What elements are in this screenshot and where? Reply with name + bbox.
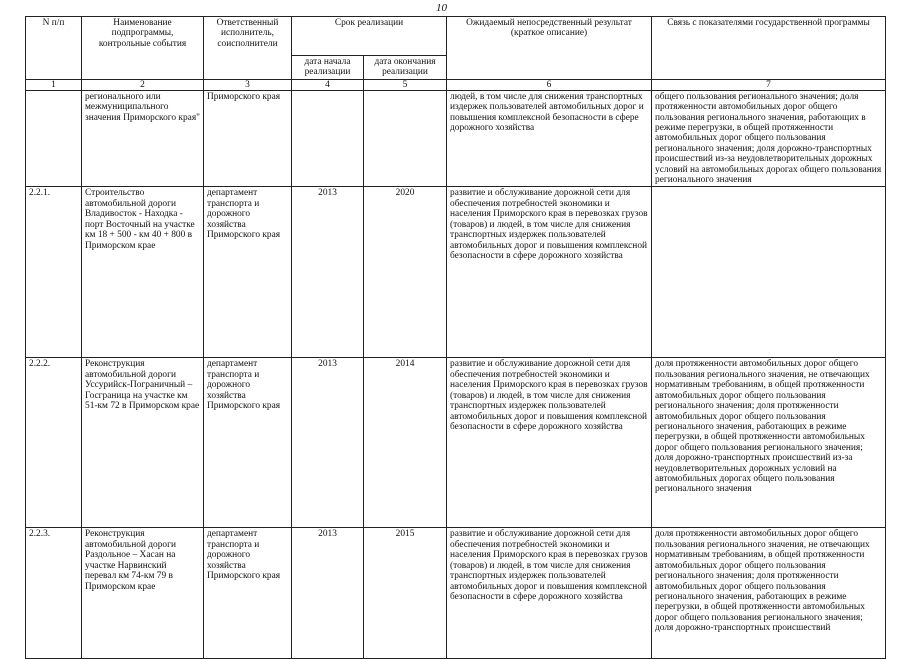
row-result: развитие и обслуживание дорожной сети для обеспечения потребностей экономики и населения Приморского края в перевозках грузов (товаров) и людей, в том числе для снижения транспортных издержек пользователей автомобильных дорог и повышения комплексной безопасности в сфере дорожного хозяйства (447, 187, 652, 358)
row-name: Реконструкция автомобильной дороги Раздольное – Хасан на участке Нарвинский перевал км 74-км 79 в Приморском крае (82, 528, 204, 659)
column-number: 2 (82, 79, 204, 90)
table-row (26, 528, 886, 659)
row-start: 2013 (292, 187, 364, 358)
row-link: доля протяженности автомобильных дорог общего пользования регионального значения, не отвечающих нормативным требованиям, в общей протяженности автомобильных дорог общего пользования регионального значения; доля протяженности автомобильных дорог общего пользования регионального значения, работающих в режиме перегрузки, в общей протяженности автомобильных дорог общего пользования регионального значения; доля дорожно-транспортных происшествий (652, 528, 886, 659)
row-link (652, 187, 886, 358)
row-link: общего пользования регионального значения; доля протяженности автомобильных дорог общего пользования регионального значения, работающих в режиме перегрузки, в общей протяженности автомобильных дорог общего пользования регионального значения; доля дорожно-транспортных происшествий из-за неудовлетворительных дорожных условий на автомобильных дорогах общего пользования регионального значения (652, 90, 886, 187)
row-start: 2013 (292, 358, 364, 528)
row-link: доля протяженности автомобильных дорог общего пользования регионального значения, не отвечающих нормативным требованиям, в общей протяженности автомобильных дорог общего пользования регионального значения; доля протяженности автомобильных дорог общего пользования регионального значения, работающих в режиме перегрузки, в общей протяженности автомобильных дорог общего пользования регионального значения; доля дорожно-транспортных происшествий из-за неудовлетворительных дорожных условий на автомобильных дорогах общего пользования регионального значения (652, 358, 886, 528)
row-responsible: департамент транспорта и дорожного хозяйства Приморского края (204, 187, 292, 358)
row-num: 2.2.1. (26, 187, 82, 358)
row-result: развитие и обслуживание дорожной сети для обеспечения потребностей экономики и населения Приморского края в перевозках грузов (товаров) и людей, в том числе для снижения транспортных издержек пользователей автомобильных дорог и повышения комплексной безопасности в сфере дорожного хозяйства (447, 358, 652, 528)
row-result: людей, в том числе для снижения транспортных издержек пользователей автомобильных дорог и повышения комплексной безопасности в сфере дорожного хозяйства (447, 90, 652, 187)
row-name: Строительство автомобильной дороги Владивосток - Находка - порт Восточный на участке км 18 + 500 - км 40 + 800 в Приморском крае (82, 187, 204, 358)
row-responsible: департамент транспорта и дорожного хозяйства Приморского края (204, 528, 292, 659)
column-number: 4 (292, 79, 364, 90)
header-start: дата начала реализации (292, 56, 364, 80)
row-name: Реконструкция автомобильной дороги Уссурийск-Пограничный – Госграница на участке км 51-км 72 в Приморском крае (82, 358, 204, 528)
row-responsible: Приморского края (204, 90, 292, 187)
row-name: регионального или межмуниципального значения Приморского края" (82, 90, 204, 187)
row-num: 2.2.2. (26, 358, 82, 528)
row-result: развитие и обслуживание дорожной сети для обеспечения потребностей экономики и населения Приморского края в перевозках грузов (товаров) и людей, в том числе для снижения транспортных издержек пользователей автомобильных дорог и повышения комплексной безопасности в сфере дорожного хозяйства (447, 528, 652, 659)
header-num: N п/п (26, 17, 82, 80)
column-number: 5 (364, 79, 447, 90)
row-end: 2020 (364, 187, 447, 358)
program-table (25, 16, 886, 659)
header-name: Наименование подпрограммы, контрольные события (82, 17, 204, 80)
row-end: 2014 (364, 358, 447, 528)
row-end: 2015 (364, 528, 447, 659)
row-responsible: департамент транспорта и дорожного хозяйства Приморского края (204, 358, 292, 528)
table-row (26, 187, 886, 358)
row-end (364, 90, 447, 187)
table-row (26, 358, 886, 528)
column-number-row (26, 79, 886, 90)
table-row (26, 90, 886, 187)
page-number: 10 (436, 2, 447, 14)
header-row (26, 17, 886, 56)
column-number: 1 (26, 79, 82, 90)
row-start: 2013 (292, 528, 364, 659)
column-number: 7 (652, 79, 886, 90)
column-number: 6 (447, 79, 652, 90)
column-number: 3 (204, 79, 292, 90)
header-term: Срок реализации (292, 17, 447, 56)
header-responsible: Ответственный исполнитель, соисполнители (204, 17, 292, 80)
header-link: Связь с показателями государственной программы (652, 17, 886, 80)
header-end: дата окончания реализации (364, 56, 447, 80)
row-num: 2.2.3. (26, 528, 82, 659)
row-start (292, 90, 364, 187)
row-num (26, 90, 82, 187)
header-result: Ожидаемый непосредственный результат (краткое описание) (447, 17, 652, 80)
